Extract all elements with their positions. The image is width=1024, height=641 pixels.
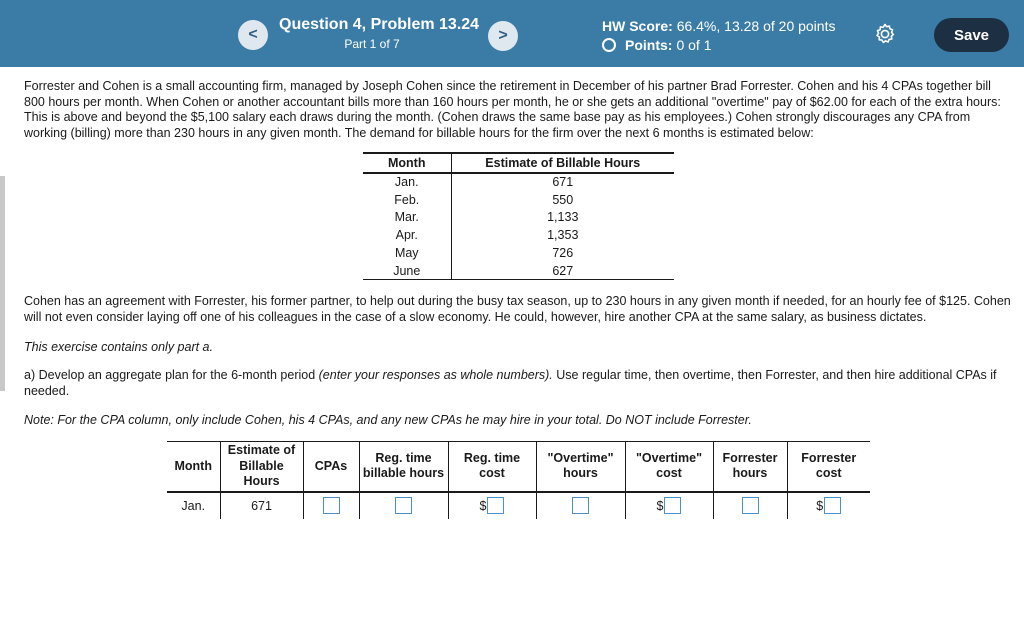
hw-score-value: 66.4%, 13.28 of 20 points [676, 18, 836, 34]
plan-month: Jan. [167, 492, 220, 519]
plan-header-month: Month [167, 442, 220, 492]
table-row [363, 209, 674, 227]
forrester-cost-input[interactable] [824, 497, 841, 514]
forrester-hours-input[interactable] [742, 497, 759, 514]
overtime-hours-input[interactable] [572, 497, 589, 514]
forrester-cost-cell [787, 492, 870, 519]
table-row [363, 173, 674, 191]
plan-estimate: 671 [220, 492, 303, 519]
part-a-suffix: Use regular time, then overtime, then Forrester, and then hire additional CPAs if needed. [24, 368, 997, 398]
demand-table [363, 152, 674, 280]
part-a-prefix: a) Develop an aggregate plan for the 6-month period [24, 368, 319, 382]
overtime-cost-input[interactable] [664, 497, 681, 514]
plan-header-forrester-hours: Forrester hours [713, 442, 787, 492]
reg-cost-cell [448, 492, 536, 519]
next-question-button[interactable] [488, 21, 518, 51]
points-circle-icon [602, 38, 616, 52]
reg-time-cost-input[interactable] [487, 497, 504, 514]
ot-hours-cell [536, 492, 625, 519]
table-row [363, 244, 674, 262]
settings-gear-icon[interactable] [873, 22, 897, 46]
reg-time-hours-input[interactable] [395, 497, 412, 514]
table-row [363, 262, 674, 280]
demand-month: May [363, 244, 451, 262]
chevron-right-icon: > [498, 27, 508, 44]
demand-hours: 550 [552, 192, 574, 207]
part-a-instructions [24, 368, 1014, 399]
part-a-italic: (enter your responses as whole numbers). [318, 368, 553, 382]
demand-month: Mar. [363, 209, 451, 227]
plan-header-cpas: CPAs [303, 442, 359, 492]
plan-header-forrester-cost: Forrester cost [787, 442, 870, 492]
demand-hours: 1,353 [547, 228, 579, 243]
table-row [363, 226, 674, 244]
header-bar [0, 0, 1024, 67]
plan-header-reg-cost: Reg. time cost [448, 442, 536, 492]
plan-header-row [167, 442, 870, 492]
demand-month: June [363, 262, 451, 280]
hw-score-label: HW Score: [602, 18, 673, 34]
ot-cost-cell [625, 492, 713, 519]
currency-symbol: $ [816, 498, 824, 513]
points-value: 0 of 1 [676, 37, 712, 53]
save-button[interactable]: Save [934, 18, 1009, 52]
cpa-note: Note: For the CPA column, only include Cohen, his 4 CPAs, and any new CPAs he may hire in your total. Do NOT include Forrester. [24, 413, 752, 427]
forrester-hours-cell [713, 492, 787, 519]
demand-hours: 1,133 [547, 210, 579, 225]
question-title: Question 4, Problem 13.24 [279, 16, 480, 33]
demand-month: Apr. [363, 226, 451, 244]
plan-header-reg-hours: Reg. time billable hours [359, 442, 448, 492]
demand-hours: 671 [552, 175, 574, 190]
demand-header-month: Month [363, 153, 451, 173]
demand-header-row [363, 153, 674, 173]
points-label: Points: [625, 37, 673, 53]
part-indicator: Part 1 of 7 [344, 37, 400, 51]
part-note: This exercise contains only part a. [24, 340, 213, 354]
points [602, 37, 711, 53]
plan-header-ot-cost: "Overtime" cost [625, 442, 713, 492]
plan-header-estimate: Estimate of Billable Hours [220, 442, 303, 492]
cpas-cell [303, 492, 359, 519]
problem-intro: Forrester and Cohen is a small accounting firm, managed by Joseph Cohen since the retirement in December of his partner Brad Forrester. Cohen and his 4 CPAs together bill 800 hours per month. When Cohen or another accountant bills more than 160 hours per month, he or she gets an additional "overtime" pay of $62.00 for each of the extra hours: This is above and beyond the $5,100 salary each draws during the month. (Cohen draws the same base pay as his employees.) Cohen strongly discourages any CPA from working (billing) more than 230 hours in any given month. The demand for billable hours for the firm over the next 6 months is estimated below: [24, 79, 1001, 140]
demand-hours: 726 [552, 246, 574, 261]
agreement-text: Cohen has an agreement with Forrester, his former partner, to help out during the busy tax season, up to 230 hours in any given month if needed, for an hourly fee of $125. Cohen will not even consider laying off one of his colleagues in the case of a slow economy. He could, however, hire another CPA at the same salary, as business dictates. [24, 294, 1011, 324]
currency-symbol: $ [656, 498, 664, 513]
demand-month: Feb. [363, 191, 451, 209]
plan-header-ot-hours: "Overtime" hours [536, 442, 625, 492]
hw-score [602, 18, 835, 34]
cpas-input[interactable] [323, 497, 340, 514]
demand-month: Jan. [363, 173, 451, 191]
table-row [363, 191, 674, 209]
demand-header-estimate: Estimate of Billable Hours [451, 153, 674, 173]
aggregate-plan-table [167, 441, 870, 519]
previous-question-button[interactable] [238, 20, 268, 50]
table-row [167, 492, 870, 519]
scrollbar[interactable] [0, 176, 5, 391]
currency-symbol: $ [479, 498, 487, 513]
reg-hours-cell [359, 492, 448, 519]
chevron-left-icon: < [248, 26, 258, 43]
demand-hours: 627 [451, 262, 674, 280]
